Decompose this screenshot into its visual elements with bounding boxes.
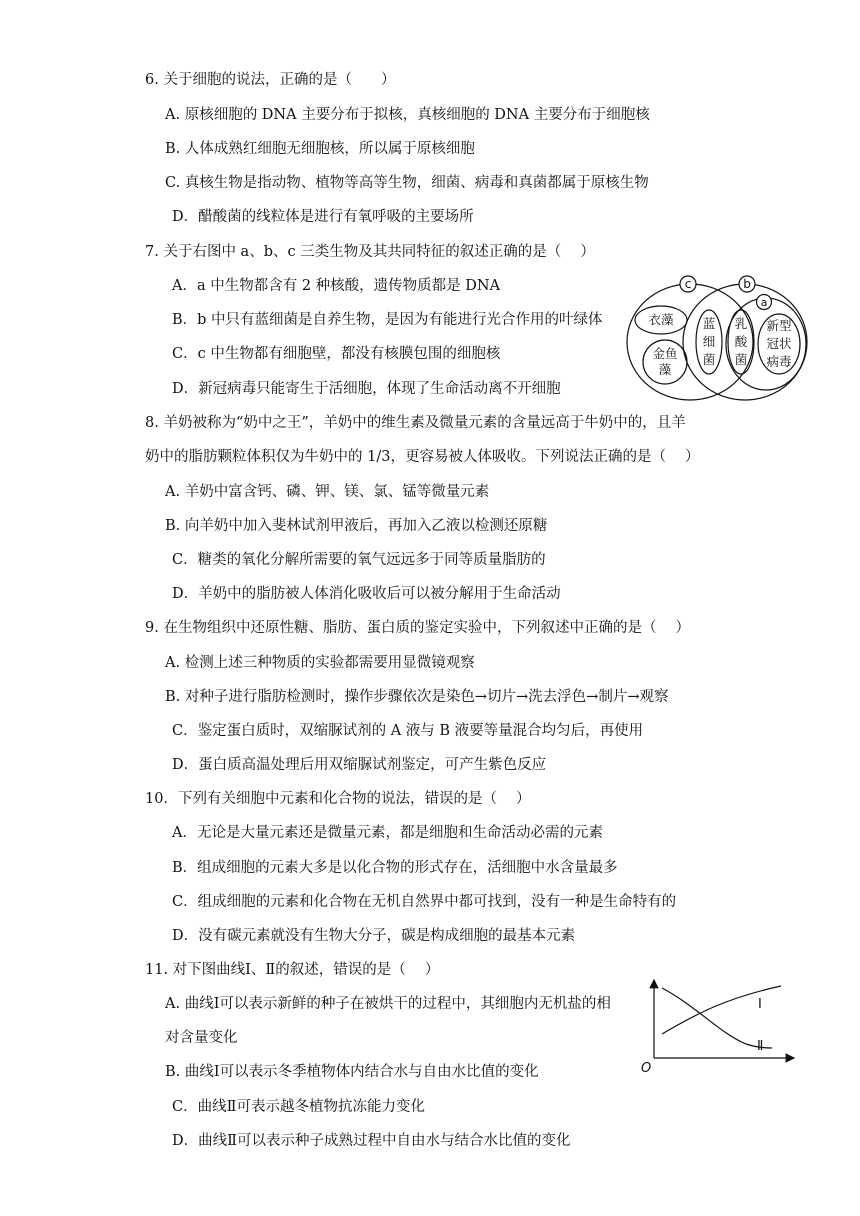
- question-8-option-a: A. 羊奶中富含钙、磷、钾、镁、氯、锰等微量元素: [165, 484, 490, 500]
- venn-diagram: [625, 272, 815, 407]
- xinguan-label-2: 冠状: [766, 336, 792, 351]
- question-7-option-a: A．a 中生物都含有 2 种核酸，遗传物质都是 DNA: [172, 278, 501, 294]
- curve-1-label: Ⅰ: [758, 997, 762, 1012]
- xinguan-label-1: 新型: [766, 318, 792, 333]
- question-11-stem: 11. 对下图曲线Ⅰ、Ⅱ的叙述，错误的是（ ）: [145, 962, 440, 978]
- question-9-option-a: A. 检测上述三种物质的实验都需要用显微镜观察: [165, 655, 475, 671]
- question-7-option-d: D．新冠病毒只能寄生于活细胞，体现了生命活动离不开细胞: [172, 381, 561, 397]
- rusuanjun-label-1: 乳: [734, 316, 748, 331]
- label-b: b: [743, 277, 751, 291]
- curve-1: [662, 986, 781, 1034]
- question-9-option-d: D．蛋白质高温处理后用双缩脲试剂鉴定，可产生紫色反应: [172, 757, 547, 773]
- question-9-stem: 9. 在生物组织中还原性糖、脂肪、蛋白质的鉴定实验中，下列叙述中正确的是（ ）: [145, 620, 691, 636]
- jinyuzao-label-1: 金鱼: [652, 346, 678, 361]
- lanxijun-label-2: 细: [702, 334, 716, 349]
- question-7-option-c: C．c 中生物都有细胞壁，都没有核膜包围的细胞核: [172, 346, 501, 362]
- question-6-option-b: B. 人体成熟红细胞无细胞核，所以属于原核细胞: [165, 141, 475, 157]
- question-11-option-c: C．曲线Ⅱ可表示越冬植物抗冻能力变化: [172, 1099, 425, 1115]
- label-a: a: [760, 296, 768, 309]
- question-10-option-c: C．组成细胞的元素和化合物在无机自然界中都可找到，没有一种是生命特有的: [172, 894, 677, 910]
- question-6-option-c: C. 真核生物是指动物、植物等高等生物，细菌、病毒和真菌都属于原核生物: [165, 175, 649, 191]
- xinguan-label-3: 病毒: [766, 354, 792, 369]
- question-7-option-b: B．b 中只有蓝细菌是自养生物，是因为有能进行光合作用的叶绿体: [172, 312, 603, 328]
- label-c: c: [684, 277, 692, 291]
- question-6-option-d: D．醋酸菌的线粒体是进行有氧呼吸的主要场所: [172, 209, 474, 225]
- question-9-option-c: C．鉴定蛋白质时，双缩脲试剂的 A 液与 B 液要等量混合均匀后，再使用: [172, 723, 644, 739]
- lanxijun-label-3: 菌: [702, 352, 716, 367]
- question-8-option-d: D．羊奶中的脂肪被人体消化吸收后可以被分解用于生命活动: [172, 586, 561, 602]
- question-10-option-a: A．无论是大量元素还是微量元素，都是细胞和生命活动必需的元素: [172, 825, 603, 841]
- question-10-option-d: D．没有碳元素就没有生物大分子，碳是构成细胞的最基本元素: [172, 928, 576, 944]
- yizao-label: 衣藻: [648, 312, 674, 327]
- question-6-option-a: A. 原核细胞的 DNA 主要分布于拟核，真核细胞的 DNA 主要分布于细胞核: [165, 107, 650, 123]
- jinyuzao-label-2: 藻: [658, 362, 672, 377]
- question-8-stem-continued: 奶中的脂肪颗粒体积仅为牛奶中的 1/3，更容易被人体吸收。下列说法正确的是（ ）: [145, 449, 700, 465]
- question-6-stem: 6. 关于细胞的说法，正确的是（ ）: [145, 72, 396, 88]
- question-7-stem: 7. 关于右图中 a、b、c 三类生物及其共同特征的叙述正确的是（ ）: [145, 244, 595, 260]
- rusuanjun-label-3: 菌: [734, 352, 748, 367]
- question-8-stem: 8. 羊奶被称为“奶中之王”，羊奶中的维生素及微量元素的含量远高于牛奶中的，且羊: [145, 415, 686, 431]
- lanxijun-label-1: 蓝: [702, 316, 716, 331]
- rusuanjun-label-2: 酸: [734, 334, 748, 349]
- curve-diagram: [636, 976, 800, 1076]
- curve-2: [662, 988, 772, 1048]
- question-8-option-b: B. 向羊奶中加入斐林试剂甲液后，再加入乙液以检测还原糖: [165, 518, 548, 534]
- question-8-option-c: C．糖类的氧化分解所需要的氧气远远多于同等质量脂肪的: [172, 552, 546, 568]
- question-9-option-b: B. 对种子进行脂肪检测时，操作步骤依次是染色→切片→洗去浮色→制片→观察: [165, 689, 669, 705]
- question-11-option-a-continued: 对含量变化: [165, 1030, 238, 1046]
- question-10-stem: 10．下列有关细胞中元素和化合物的说法，错误的是（ ）: [145, 791, 531, 807]
- question-11-option-a: A. 曲线Ⅰ可以表示新鲜的种子在被烘干的过程中，其细胞内无机盐的相: [165, 996, 611, 1012]
- question-10-option-b: B．组成细胞的元素大多是以化合物的形式存在，活细胞中水含量最多: [172, 860, 618, 876]
- question-11-option-b: B. 曲线Ⅰ可以表示冬季植物体内结合水与自由水比值的变化: [165, 1064, 539, 1080]
- origin-label: O: [641, 1061, 652, 1076]
- question-11-option-d: D．曲线Ⅱ可以表示种子成熟过程中自由水与结合水比值的变化: [172, 1133, 571, 1149]
- curve-2-label: Ⅱ: [757, 1039, 764, 1054]
